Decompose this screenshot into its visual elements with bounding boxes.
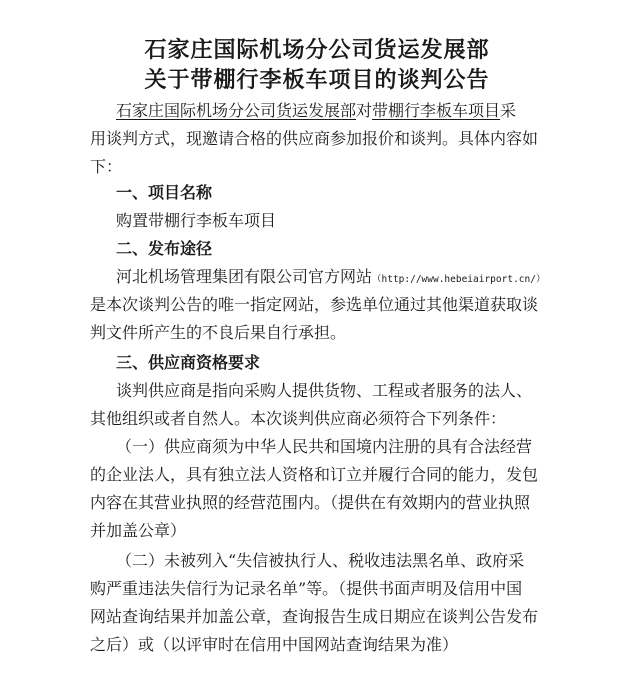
document-title-line2: 关于带棚行李板车项目的谈判公告 [144, 67, 490, 93]
intro-line1-tail: 采 [500, 101, 517, 120]
section3-item2-line1: （二）未被列入“失信被执行人、税收违法黑名单、政府采 [116, 551, 525, 570]
section2-line1 [116, 264, 545, 293]
intro-project: 带棚行李板车项目 [372, 101, 501, 120]
section3-item1-line2: 的企业法人，具有独立法人资格和订立并履行合同的能力，发包 [90, 465, 539, 484]
document-title-line1: 石家庄国际机场分公司货运发展部 [144, 37, 490, 63]
section2-line2: 是本次谈判公告的唯一指定网站，参选单位通过其他渠道获取谈 [90, 295, 539, 314]
section3-p1-line1: 谈判供应商是指向采购人提供货物、工程或者服务的法人、 [116, 381, 533, 400]
section1-heading: 一、项目名称 [116, 183, 213, 202]
section3-item2-line4: 之后）或（以评审时在信用中国网站查询结果为准） [90, 635, 459, 654]
section3-item1-line3: 内容在其营业执照的经营范围内。（提供在有效期内的营业执照 [90, 493, 531, 512]
section1-text: 购置带棚行李板车项目 [116, 211, 277, 230]
intro-org: 石家庄国际机场分公司货运发展部 [116, 101, 357, 120]
website-url: （http://www.hebeiairport.cn/） [372, 274, 546, 285]
section3-item1-line4: 并加盖公章） [90, 521, 187, 540]
section2-heading: 二、发布途径 [116, 239, 213, 258]
intro-line3: 下： [90, 157, 123, 176]
section3-item2-line2: 购严重违法失信行为记录名单”等。（提供书面声明及信用中国 [90, 579, 523, 598]
section2-line3: 判文件所产生的不良后果自行承担。 [90, 323, 347, 342]
intro-dui: 对 [356, 101, 373, 120]
intro-line2: 用谈判方式，现邀请合格的供应商参加报价和谈判。具体内容如 [90, 129, 539, 148]
section2-line1-text: 河北机场管理集团有限公司官方网站 [116, 267, 373, 286]
section3-item2-line3: 网站查询结果并加盖公章，查询报告生成日期应在谈判公告发布 [90, 607, 539, 626]
section3-item1-line1: （一）供应商须为中华人民共和国境内注册的具有合法经营 [116, 437, 533, 456]
intro-line1 [116, 98, 516, 124]
section3-p1-line2: 其他组织或者自然人。本次谈判供应商必须符合下列条件： [90, 409, 507, 428]
section3-heading: 三、供应商资格要求 [116, 353, 261, 372]
